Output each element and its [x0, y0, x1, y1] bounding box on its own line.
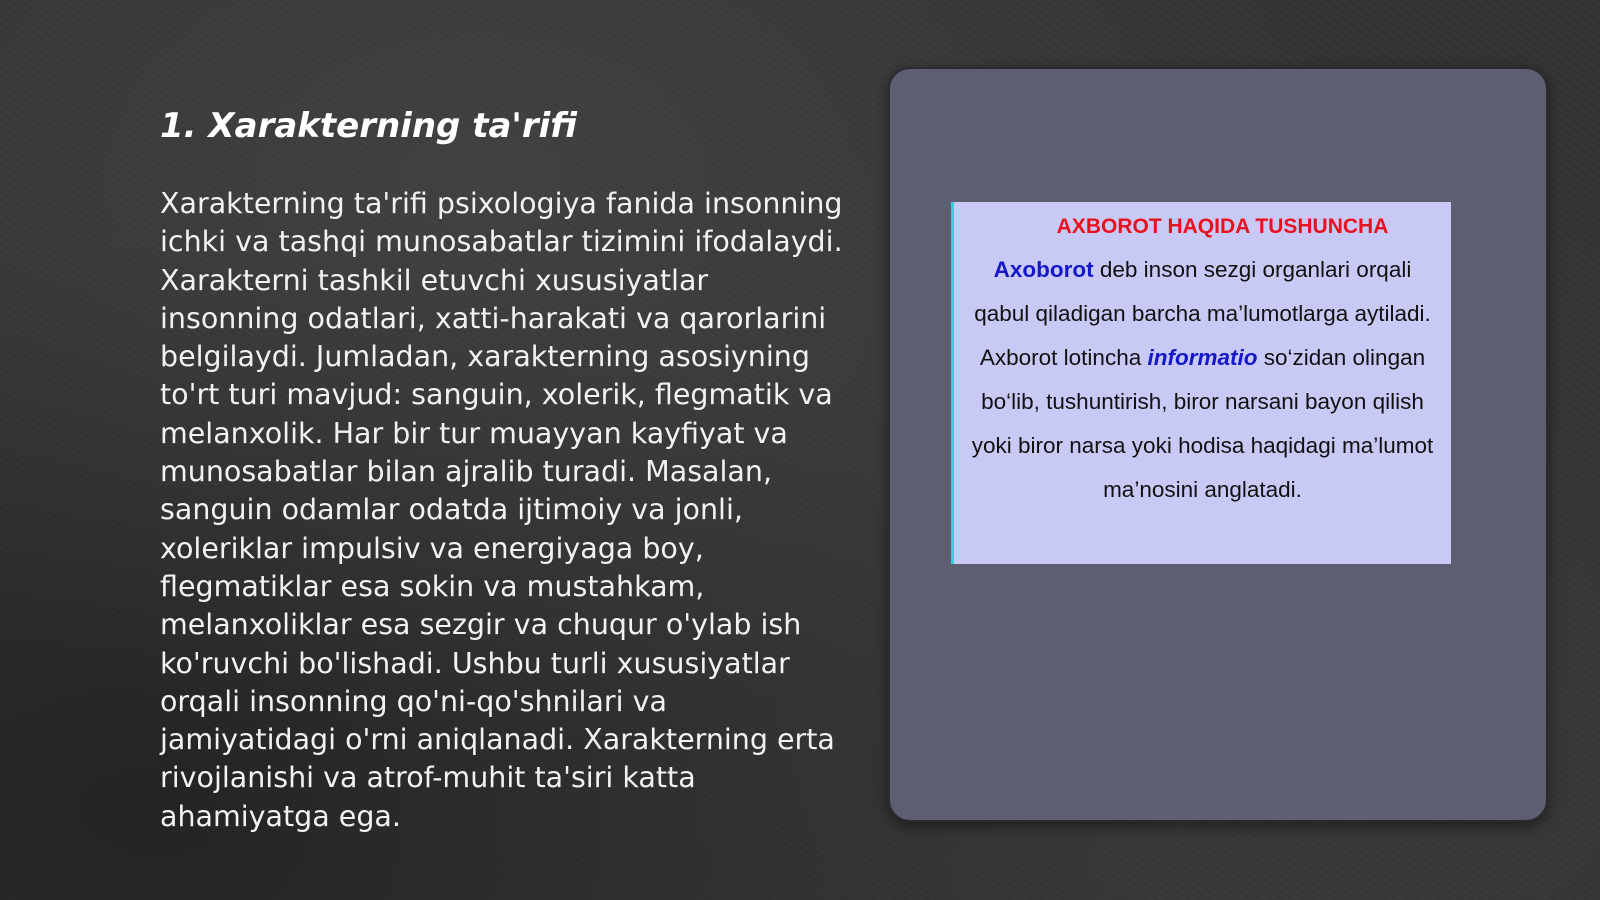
term-axborot: Axoborot: [993, 257, 1094, 282]
info-card-text-part2: so‘zidan olingan bo‘lib, tushuntirish, biror narsani bayon qilish yoki biror narsa yoki hodisa haqidagi ma’lumot ma’nosini anglatadi.: [971, 345, 1434, 502]
slide-title: 1. Xarakterning ta'rifi: [160, 106, 577, 146]
info-card: [951, 202, 1451, 564]
info-card-text-part1: deb inson sezgi organlari orqali qabul qiladigan barcha ma’lumotlarga aytiladi. Axborot lotincha: [974, 257, 1431, 370]
term-informatio: informatio: [1147, 345, 1258, 370]
info-card-title: AXBOROT HAQIDA TUSHUNCHA: [1056, 215, 1389, 238]
body-paragraph: Xarakterning ta'rifi psixologiya fanida insonning ichki va tashqi munosabatlar tizimini ifodalaydi. Xarakterni tashkil etuvchi xususiyatlar insonning odatlari, xatti-harakati va qarorlarini belgilaydi. Jumladan, xarakterning asosiyning to'rt turi mavjud: sanguin, xolerik, flegmatik va melanxolik. Har bir tur muayyan kayfiyat va munosabatlar bilan ajralib turadi. Masalan, sanguin odamlar odatda ijtimoiy va jonli, xoleriklar impulsiv va energiyaga boy, flegmatiklar esa sokin va mustahkam, melanxoliklar esa sezgir va chuqur o'ylab ish ko'ruvchi bo'lishadi. Ushbu turli xususiyatlar orqali insonning qo'ni-qo'shnilari va jamiyatidagi o'rni aniqlanadi. Xarakterning erta rivojlanishi va atrof-muhit ta'siri katta ahamiyatga ega.: [160, 187, 843, 833]
info-card-text: [968, 248, 1437, 512]
image-panel: [888, 67, 1548, 822]
